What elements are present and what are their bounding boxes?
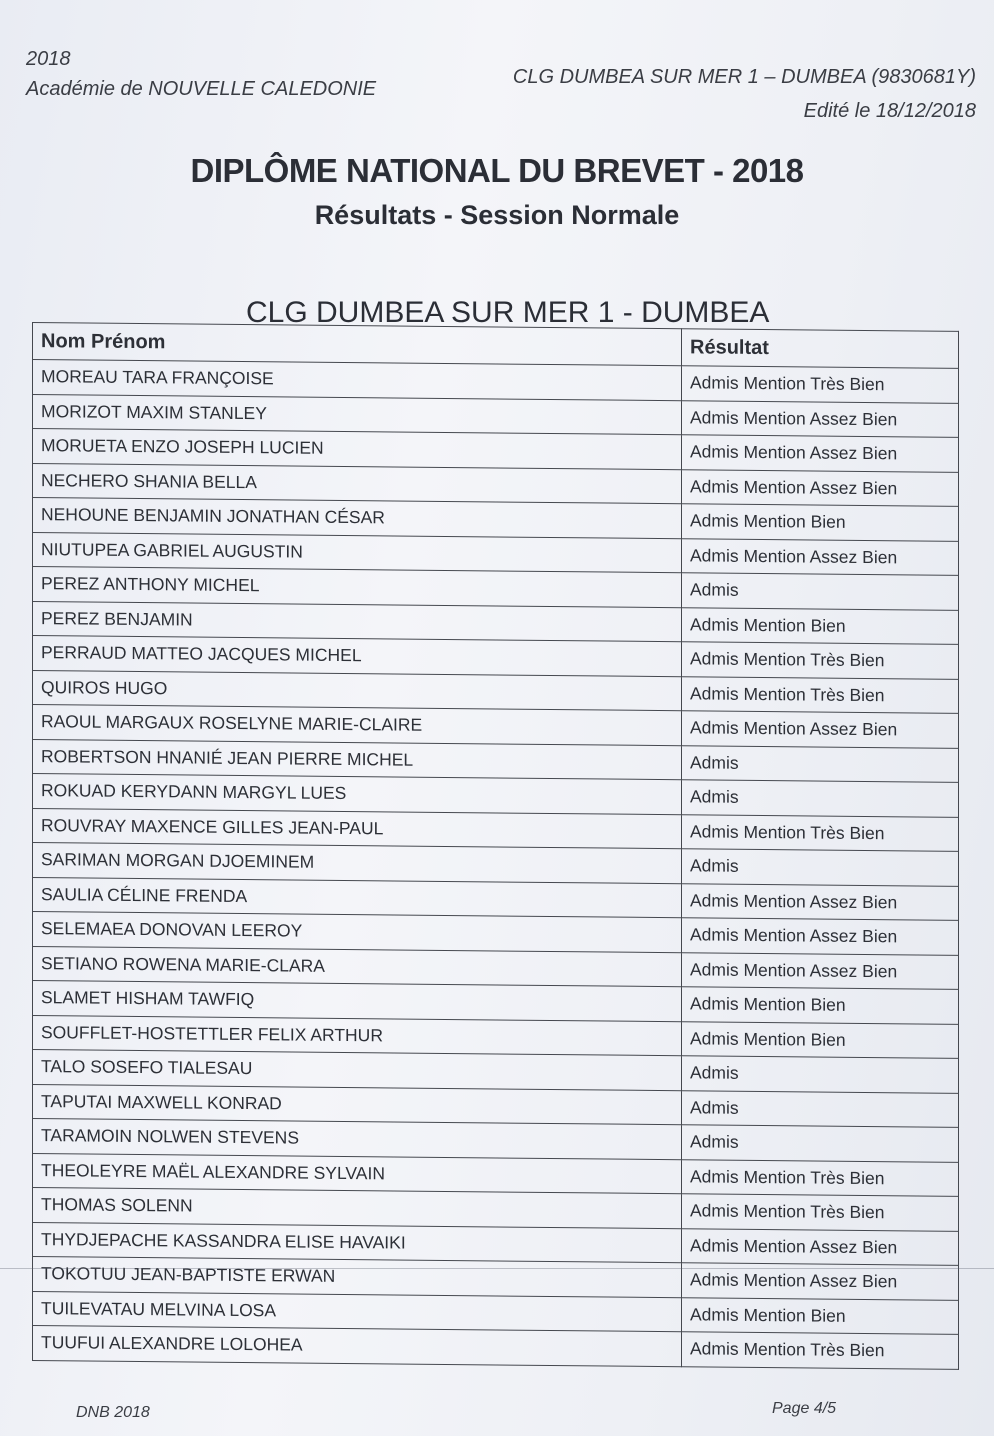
student-result: Admis Mention Assez Bien <box>682 1263 959 1300</box>
student-name: PERRAUD MATTEO JACQUES MICHEL <box>33 636 682 677</box>
school-name: CLG DUMBEA SUR MER 1 - DUMBEA <box>246 296 770 329</box>
document-title: DIPLÔME NATIONAL DU BREVET - 2018 <box>190 152 804 189</box>
student-name: TUUFUI ALEXANDRE LOLOHEA <box>33 1326 682 1367</box>
header-right <box>513 60 976 128</box>
column-header-name: Nom Prénom <box>33 323 682 366</box>
student-result: Admis <box>682 1090 959 1127</box>
student-result: Admis Mention Assez Bien <box>682 538 959 575</box>
student-result: Admis Mention Bien <box>682 1021 959 1058</box>
student-name: THEOLEYRE MAËL ALEXANDRE SYLVAIN <box>33 1153 682 1194</box>
results-table <box>32 322 959 1369</box>
student-name: SELEMAEA DONOVAN LEEROY <box>33 912 682 953</box>
student-result: Admis Mention Bien <box>682 607 959 644</box>
student-result: Admis Mention Assez Bien <box>682 883 959 920</box>
student-result: Admis Mention Assez Bien <box>682 435 959 472</box>
student-result: Admis <box>682 1056 959 1093</box>
student-name: MORIZOT MAXIM STANLEY <box>33 394 682 435</box>
column-header-result: Résultat <box>682 329 959 369</box>
student-result: Admis Mention Bien <box>682 987 959 1024</box>
student-result: Admis Mention Bien <box>682 504 959 541</box>
student-name: TALO SOSEFO TIALESAU <box>33 1050 682 1091</box>
student-name: TUILEVATAU MELVINA LOSA <box>33 1291 682 1332</box>
student-result: Admis Mention Très Bien <box>682 1332 959 1369</box>
student-name: SARIMAN MORGAN DJOEMINEM <box>33 843 682 884</box>
student-name: TOKOTUU JEAN-BAPTISTE ERWAN <box>33 1257 682 1298</box>
student-name: QUIROS HUGO <box>33 670 682 711</box>
student-result: Admis <box>682 780 959 817</box>
student-name: THOMAS SOLENN <box>33 1188 682 1229</box>
student-name: TAPUTAI MAXWELL KONRAD <box>33 1084 682 1125</box>
student-result: Admis Mention Assez Bien <box>682 952 959 989</box>
student-result: Admis <box>682 745 959 782</box>
header-left <box>26 44 376 104</box>
student-name: MOREAU TARA FRANÇOISE <box>33 360 682 401</box>
student-result: Admis Mention Assez Bien <box>682 400 959 437</box>
header-edited-date: Edité le 18/12/2018 <box>803 100 976 122</box>
student-name: NIUTUPEA GABRIEL AUGUSTIN <box>33 532 682 573</box>
student-result: Admis Mention Bien <box>682 1297 959 1334</box>
student-name: NECHERO SHANIA BELLA <box>33 463 682 504</box>
student-result: Admis Mention Très Bien <box>682 676 959 713</box>
document-subtitle: Résultats - Session Normale <box>314 200 680 230</box>
student-result: Admis <box>682 1125 959 1162</box>
student-result: Admis Mention Assez Bien <box>682 1228 959 1265</box>
results-table-body <box>33 360 959 1369</box>
student-name: NEHOUNE BENJAMIN JONATHAN CÉSAR <box>33 498 682 539</box>
student-result: Admis <box>682 573 959 610</box>
student-name: SOUFFLET-HOSTETTLER FELIX ARTHUR <box>33 1015 682 1056</box>
student-name: MORUETA ENZO JOSEPH LUCIEN <box>33 429 682 470</box>
student-result: Admis Mention Très Bien <box>682 814 959 851</box>
student-name: THYDJEPACHE KASSANDRA ELISE HAVAIKI <box>33 1222 682 1263</box>
student-name: SAULIA CÉLINE FRENDA <box>33 877 682 918</box>
student-result: Admis Mention Assez Bien <box>682 711 959 748</box>
header-academy: Académie de NOUVELLE CALEDONIE <box>26 78 377 100</box>
footer-left: DNB 2018 <box>76 1404 150 1421</box>
student-result: Admis Mention Très Bien <box>682 1194 959 1231</box>
student-name: SETIANO ROWENA MARIE-CLARA <box>33 946 682 987</box>
student-name: ROUVRAY MAXENCE GILLES JEAN-PAUL <box>33 808 682 849</box>
student-result: Admis Mention Très Bien <box>682 1159 959 1196</box>
student-result: Admis Mention Très Bien <box>682 366 959 403</box>
header-school-code: CLG DUMBEA SUR MER 1 – DUMBEA (9830681Y) <box>512 66 976 88</box>
student-name: ROKUAD KERYDANN MARGYL LUES <box>33 774 682 815</box>
student-result: Admis <box>682 849 959 886</box>
student-name: TARAMOIN NOLWEN STEVENS <box>33 1119 682 1160</box>
student-name: PEREZ ANTHONY MICHEL <box>33 567 682 608</box>
student-name: ROBERTSON HNANIÉ JEAN PIERRE MICHEL <box>33 739 682 780</box>
student-result: Admis Mention Assez Bien <box>682 469 959 506</box>
header-year: 2018 <box>26 48 71 70</box>
student-result: Admis Mention Très Bien <box>682 642 959 679</box>
student-name: SLAMET HISHAM TAWFIQ <box>33 981 682 1022</box>
student-result: Admis Mention Assez Bien <box>682 918 959 955</box>
student-name: PEREZ BENJAMIN <box>33 601 682 642</box>
student-name: RAOUL MARGAUX ROSELYNE MARIE-CLAIRE <box>33 705 682 746</box>
page-number: Page 4/5 <box>772 1400 837 1417</box>
paper-fold-line <box>0 1268 994 1269</box>
